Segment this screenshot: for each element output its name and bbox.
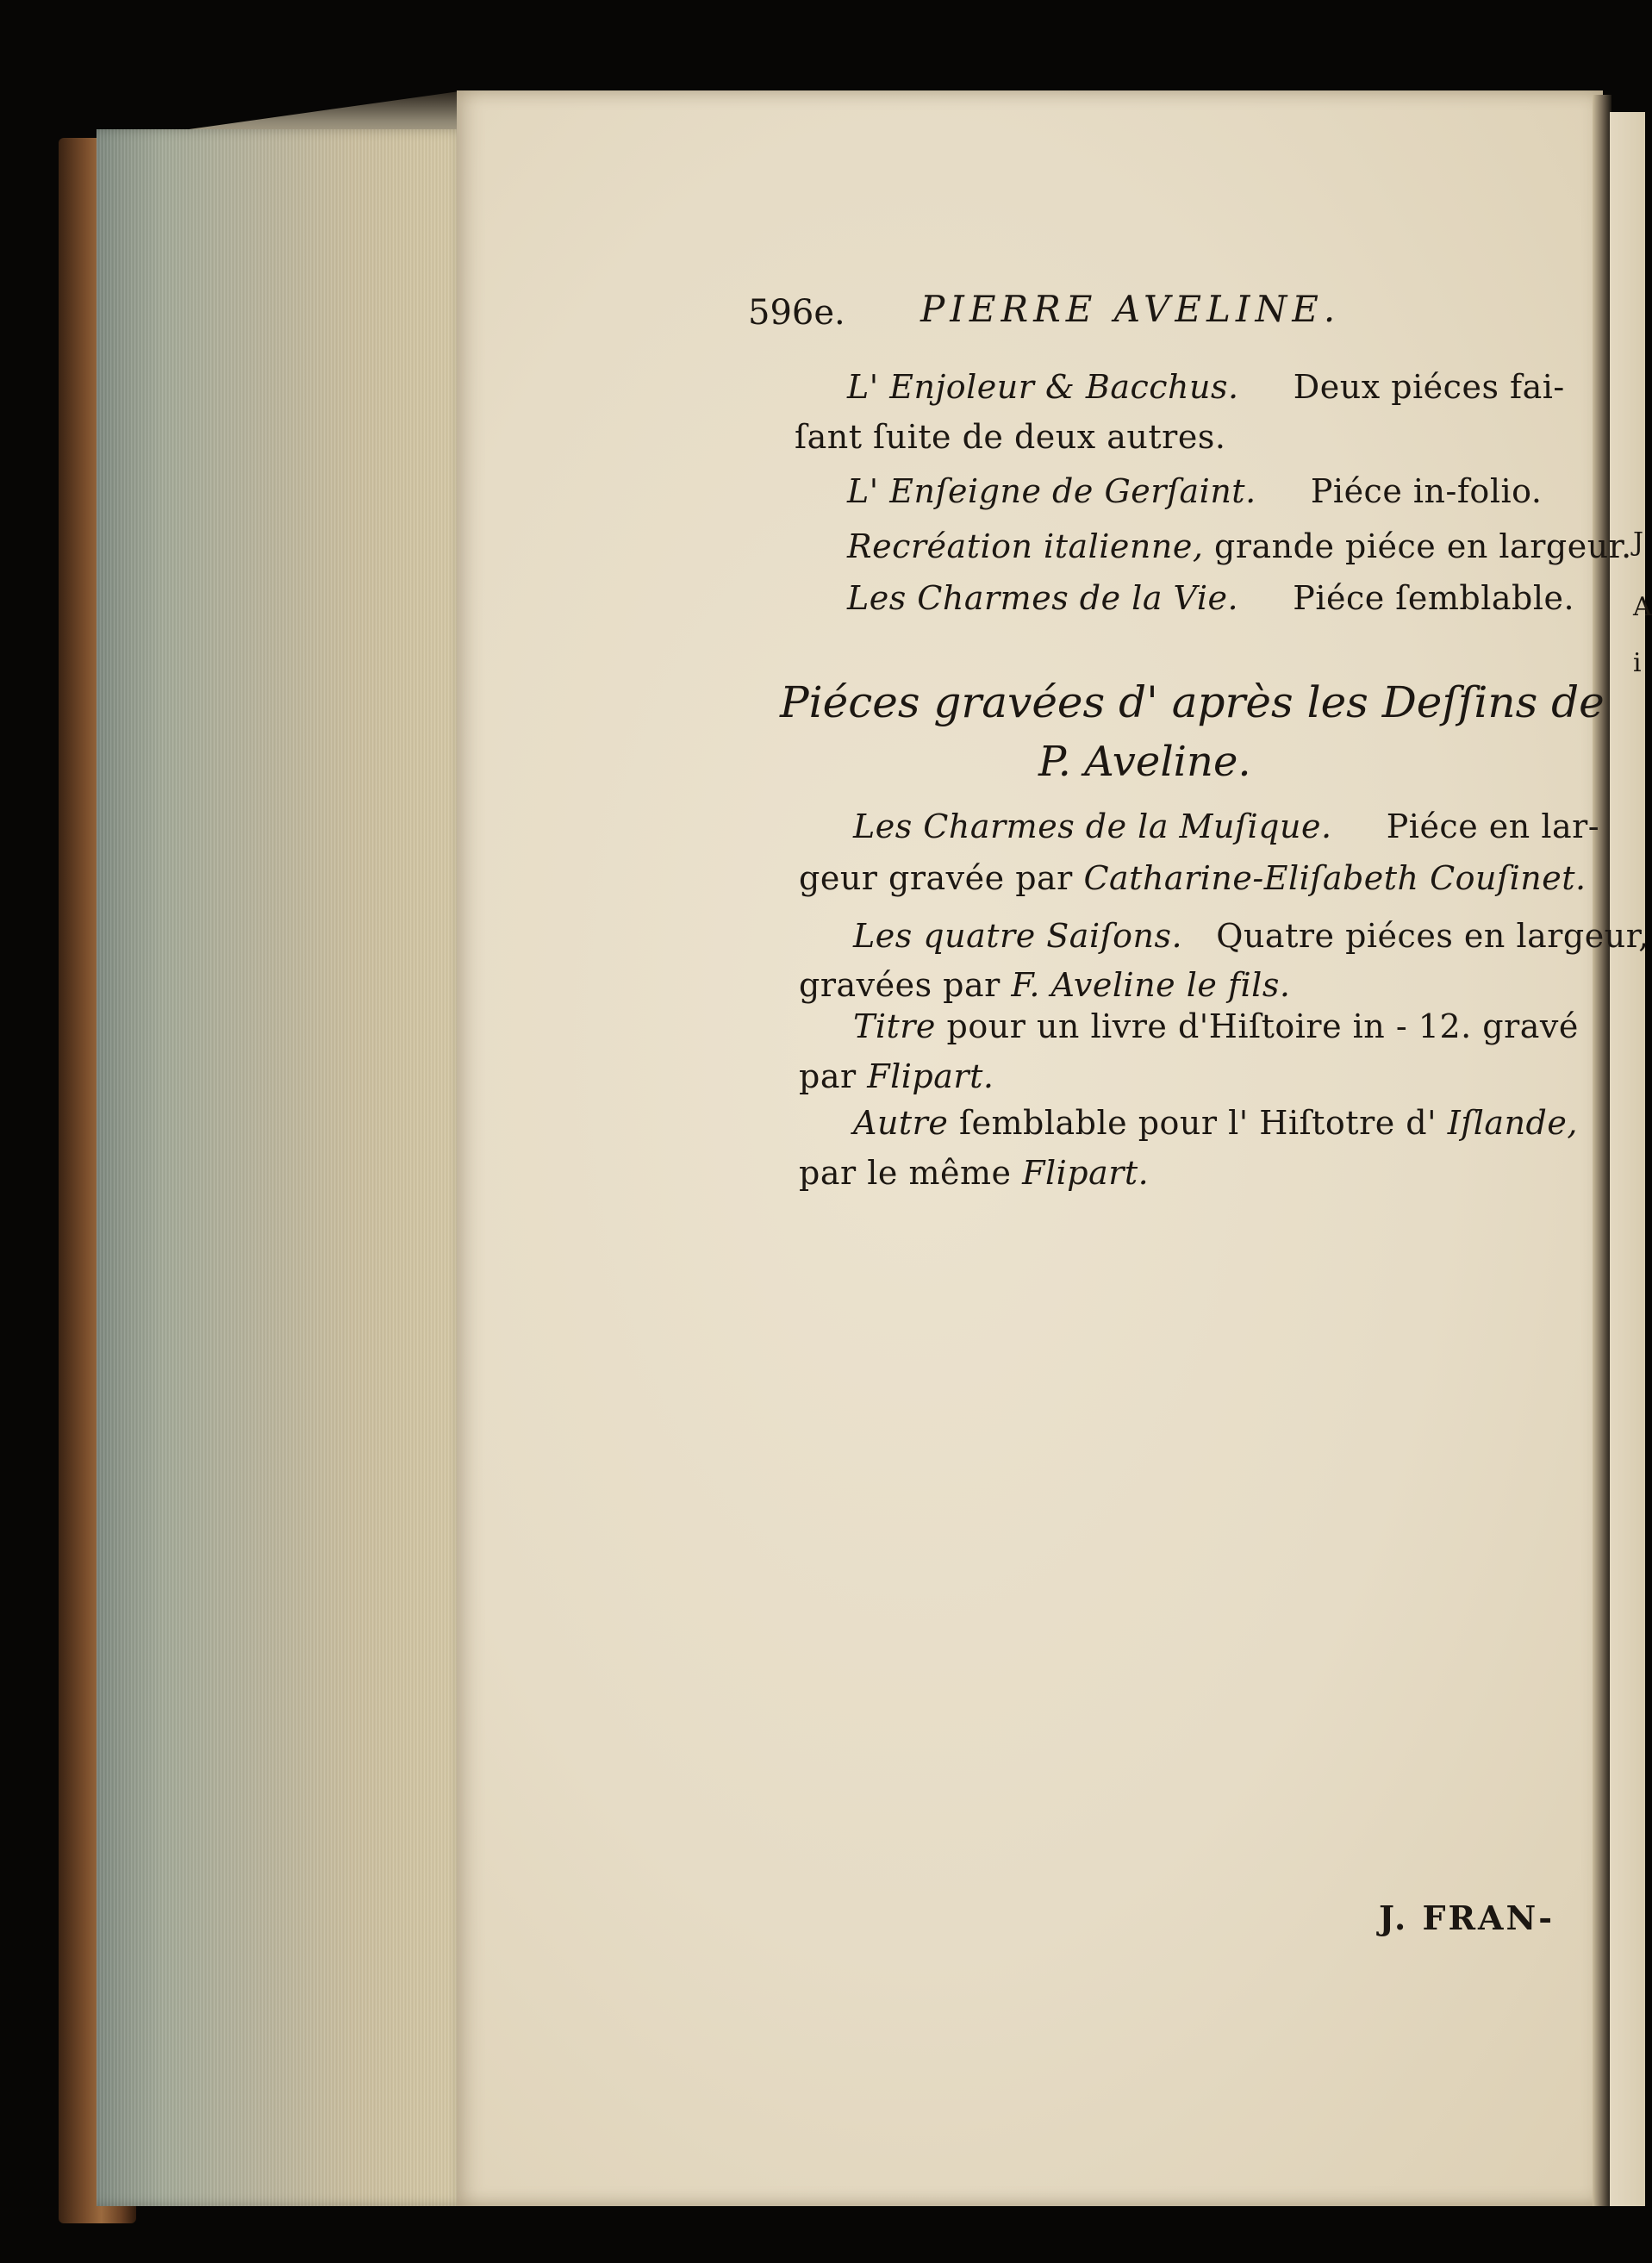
entry-title: Les Charmes de la Muſique. bbox=[853, 807, 1332, 845]
facing-page-glyph: A bbox=[1633, 592, 1652, 622]
verso-page bbox=[457, 90, 1603, 2206]
entry-description: pour un livre d'Hiſtoire in - 12. gravé bbox=[946, 1007, 1579, 1045]
entry-line bbox=[853, 917, 1649, 955]
entry-line bbox=[853, 807, 1600, 845]
facing-page-glyph: i bbox=[1633, 648, 1642, 678]
entry-description: gravées par bbox=[799, 966, 1001, 1004]
entry-title: Les quatre Saiſons. bbox=[853, 917, 1183, 955]
entry-line bbox=[847, 368, 1565, 406]
page-number: 596e. bbox=[748, 293, 845, 333]
engraver-name: Flipart. bbox=[867, 1057, 994, 1095]
running-title: PIERRE AVELINE. bbox=[920, 288, 1341, 330]
entry-title: Recréation italienne, bbox=[847, 527, 1204, 565]
entry-line bbox=[853, 1007, 1579, 1045]
entry-line bbox=[799, 966, 1291, 1004]
entry-title: Titre bbox=[853, 1007, 936, 1045]
entry-description: geur gravée par bbox=[799, 859, 1073, 897]
entry-line: ſant ſuite de deux autres. bbox=[795, 418, 1226, 456]
entry-line bbox=[799, 859, 1587, 897]
entry-line bbox=[847, 579, 1575, 617]
entry-description: par bbox=[799, 1057, 857, 1095]
facing-page-glyph: J bbox=[1633, 527, 1644, 558]
entry-description: par le même bbox=[799, 1154, 1012, 1192]
entry-title: Les Charmes de la Vie. bbox=[847, 579, 1239, 617]
place-name: Iſlande, bbox=[1447, 1104, 1578, 1142]
engraver-name: Flipart. bbox=[1022, 1154, 1150, 1192]
entry-title: Autre bbox=[853, 1104, 949, 1142]
entry-line bbox=[853, 1104, 1578, 1142]
entry-line bbox=[847, 472, 1543, 510]
section-heading: Piéces gravées d' après les Deſſins de bbox=[780, 677, 1605, 727]
page-stack-edges bbox=[97, 129, 465, 2206]
facing-page-edge bbox=[1610, 112, 1645, 2206]
entry-description: Deux piéces fai- bbox=[1293, 368, 1565, 406]
entry-description: Quatre piéces en largeur, bbox=[1216, 917, 1649, 955]
entry-description: Piéce ſemblable. bbox=[1293, 579, 1575, 617]
gutter bbox=[1593, 95, 1611, 2206]
entry-line bbox=[799, 1154, 1150, 1192]
engraver-name: Catharine-Eliſabeth Couſinet. bbox=[1083, 859, 1587, 897]
section-heading: P. Aveline. bbox=[1038, 738, 1251, 786]
entry-title: L' Enjoleur & Bacchus. bbox=[847, 368, 1239, 406]
engraver-name: F. Aveline le fils. bbox=[1011, 966, 1291, 1004]
entry-description: grande piéce en largeur. bbox=[1214, 527, 1632, 565]
entry-description: ſemblable pour l' Hiſtotre d' bbox=[958, 1104, 1437, 1142]
entry-title: L' Enſeigne de Gerſaint. bbox=[847, 472, 1256, 510]
entry-description: Piéce en lar- bbox=[1386, 807, 1600, 845]
entry-description: Piéce in-folio. bbox=[1310, 472, 1543, 510]
entry-line bbox=[799, 1057, 994, 1095]
catchword: J. FRAN- bbox=[1379, 1898, 1555, 1937]
entry-line bbox=[847, 527, 1632, 565]
